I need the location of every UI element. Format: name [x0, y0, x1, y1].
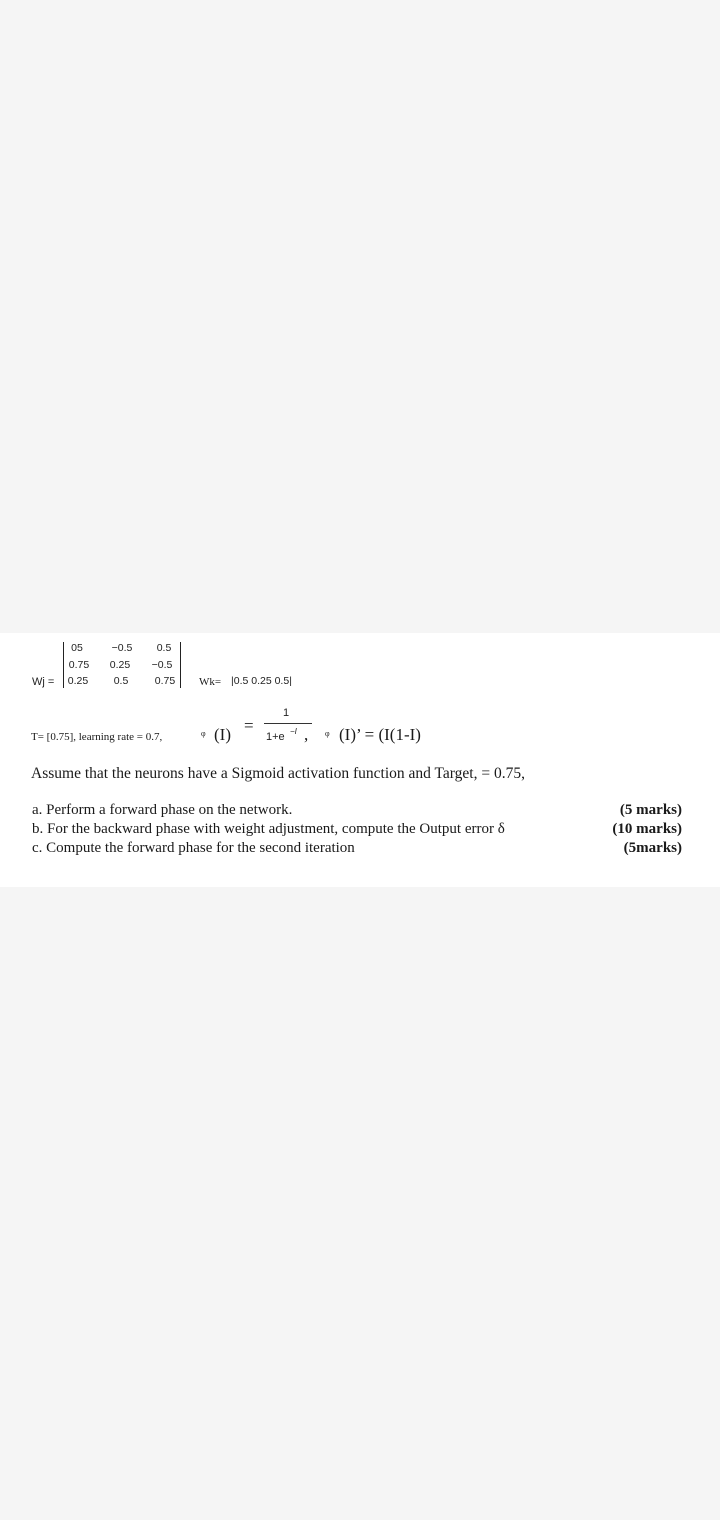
fraction-numerator: 1: [283, 707, 290, 719]
wj-cell: −0.5: [151, 659, 173, 671]
wj-cell: 0.5: [156, 642, 172, 654]
question-a: a. Perform a forward phase on the network.: [32, 802, 293, 818]
wk-label: Wk=: [199, 676, 222, 688]
phi-argument: (I): [214, 725, 231, 744]
wk-value: |0.5 0.25 0.5|: [231, 675, 292, 687]
wj-cell: 0.5: [113, 675, 129, 687]
target-and-rate: T= [0.75], learning rate = 0.7,: [31, 731, 163, 743]
question-card: [0, 633, 720, 887]
wj-cell: −0.5: [111, 642, 133, 654]
fraction-exponent: −I: [290, 727, 297, 736]
question-a-marks: (5 marks): [619, 802, 682, 818]
equals-sign: =: [244, 716, 254, 735]
wj-cell: 05: [71, 642, 83, 654]
question-c: c. Compute the forward phase for the second iteration: [32, 840, 355, 856]
wj-cell: 0.75: [154, 675, 176, 687]
phi-symbol: φ: [201, 729, 206, 738]
question-b: b. For the backward phase with weight adjustment, compute the Output error δ: [32, 821, 505, 837]
phi-symbol: φ: [325, 729, 330, 738]
fraction-bar: [264, 723, 312, 724]
question-c-marks: (5marks): [623, 840, 682, 856]
derivative-formula: (I)’ = (I(1-I): [339, 725, 421, 744]
equation-comma: ,: [304, 725, 309, 744]
assumption-text: Assume that the neurons have a Sigmoid activation function and Target, = 0.75,: [31, 765, 525, 782]
question-b-marks: (10 marks): [612, 821, 682, 837]
wj-cell: 0.75: [68, 659, 90, 671]
wj-cell: 0.25: [67, 675, 89, 687]
wj-label: Wj =: [32, 676, 55, 688]
wj-cell: 0.25: [109, 659, 131, 671]
fraction-denominator: 1+e: [266, 731, 285, 743]
